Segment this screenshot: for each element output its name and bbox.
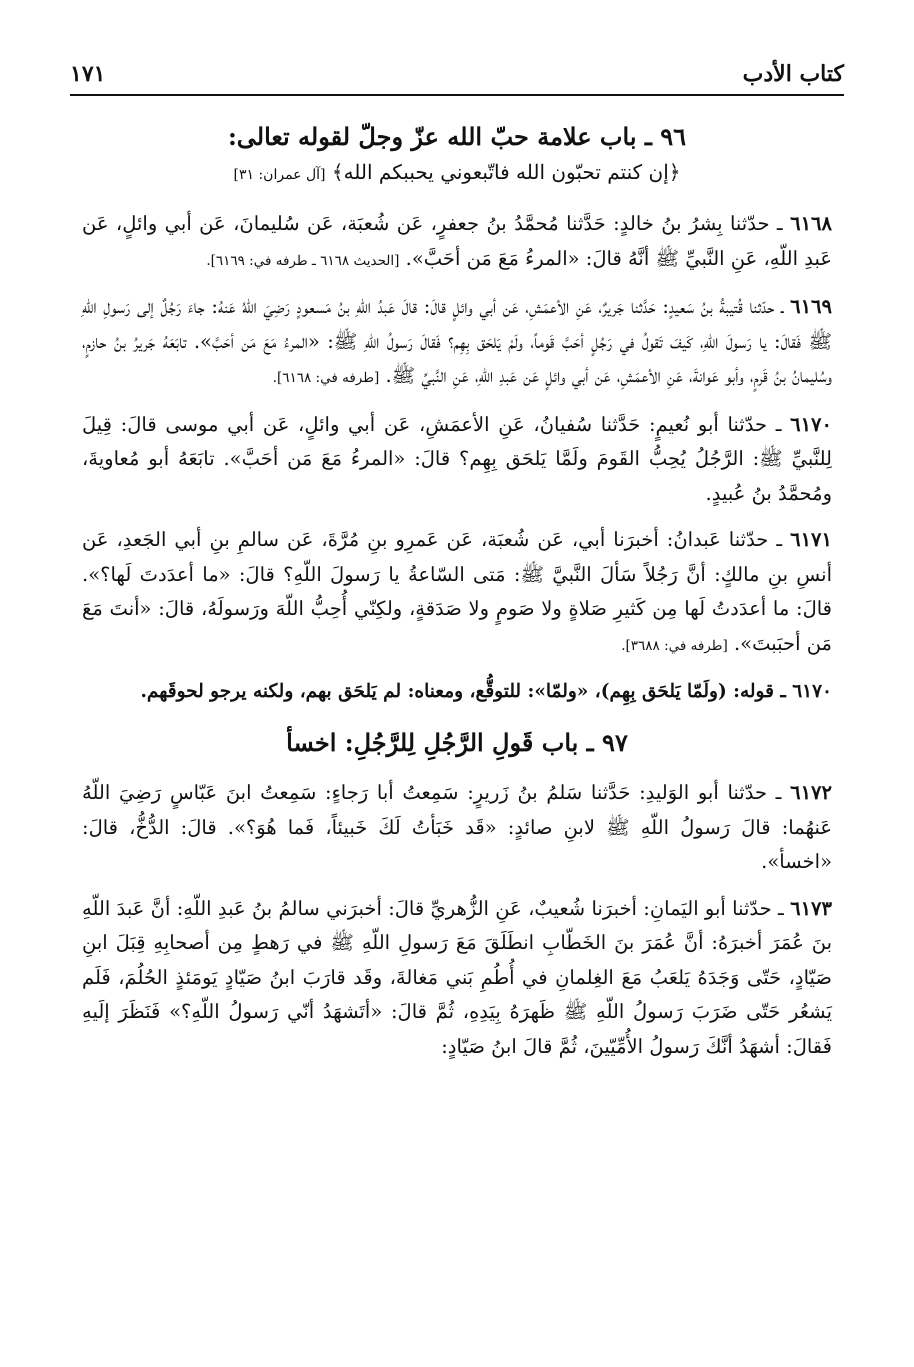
chapter-title: ٩٧ ـ باب قَولِ الرَّجُلِ لِلرَّجُلِ: اخسأ bbox=[286, 728, 628, 757]
hadith-number: ٦١٦٩ bbox=[790, 295, 832, 318]
hadith-text: ـ حدّثنا عَبدانُ: أخبرَنا أبي، عَن شُعبَة، عَن عَمرِو بنِ مُرَّةَ، عَن سالمِ بنِ أبي الجَعدِ، عَن أنسِ بنِ مالكٍ: أنَّ رَجُلاً سَألَ النَّبيَّ ﷺ: مَتى السّاعةُ يا رَسولَ اللّهِ؟ قالَ: «ما أعدَدتَ لَها؟». قالَ: ما أعدَدتُ لَها مِن كَثيرِ صَلاةٍ ولا صَومٍ ولا صَدَقةٍ، ولكِنّي أُحِبُّ اللّهَ ورَسولَهُ، قالَ: «أنتَ مَعَ مَن أحبَبتَ». bbox=[82, 528, 832, 655]
commentary-paragraph bbox=[82, 675, 832, 708]
hadith-text: ـ حدّثنا أبو اليَمانِ: أخبرَنا شُعيبٌ، عَنِ الزُّهريِّ قالَ: أخبرَني سالمُ بنُ عَبدِ اللّهِ: أنَّ عَبدَ اللّهِ بنَ عُمَرَ أخبرَهُ: أنَّ عُمَرَ بنَ الخَطّابِ انطَلَقَ مَعَ رَسولِ اللّهِ ﷺ في رَهطٍ مِن أصحابِهِ قِبَلَ ابنِ صَيّادٍ، حَتّى وَجَدَهُ يَلعَبُ مَعَ الغِلمانِ في أُطُمِ بَني مَغالةَ، وقَد قارَبَ ابنُ صَيّادٍ يَومَئذٍ الحُلُمَ، فَلَم يَشعُر حَتّى ضَرَبَ رَسولُ اللّهِ ﷺ ظَهرَهُ بِيَدِهِ، ثُمَّ قالَ: «أتَشهَدُ أنّي رَسولُ اللّهِ؟» فَنَظَرَ إلَيهِ فَقالَ: أشهَدُ أنَّكَ رَسولُ الأُمِّيّينَ، ثُمَّ قالَ ابنُ صَيّادٍ: bbox=[82, 896, 832, 1058]
quran-verse bbox=[82, 156, 832, 191]
hadith-number: ٦١٧٢ bbox=[790, 781, 832, 804]
hadith-number: ٦١٧٠ bbox=[790, 412, 833, 436]
hadith-text: ـ حدّثنا أبو نُعيمٍ: حَدَّثنا سُفيانُ، عَنِ الأعمَشِ، عَن أبي وائلٍ، عَن أبي موسى قالَ: قِيلَ لِلنَّبيِّ ﷺ: الرَّجُلُ يُحِبُّ القَومَ ولَمَّا يَلحَق بِهِم؟ قالَ: «المرءُ مَعَ مَن أحَبَّ». تابَعَهُ أبو مُعاويةَ، ومُحمَّدُ بنُ عُبيدٍ. bbox=[82, 412, 832, 505]
page-number: ١٧١ bbox=[70, 61, 106, 87]
hadith-paragraph bbox=[82, 290, 832, 396]
hadith-text: ـ حدّثنا أبو الوَليدِ: حَدَّثنا سَلمُ بنُ زَريرٍ: سَمِعتُ أبا رَجاءٍ: سَمِعتُ ابنَ عَبّاسٍ رَضِيَ اللّهُ عَنهُما: قالَ رَسولُ اللّهِ ﷺ لابنِ صائدٍ: «قَد خَبَأتُ لَكَ خَبيئاً، فَما هُوَ؟». قالَ: الدُّخُّ، قالَ: «اخسأ». bbox=[82, 781, 832, 873]
hadith-paragraph bbox=[82, 408, 832, 512]
page-header bbox=[70, 54, 844, 96]
hadith-text: ـ حدّثنا قُتيبةُ بنُ سَعيدٍ: حَدَّثنا جَريرٌ، عَنِ الأعمَشِ، عَن أبي وائلٍ قالَ: قالَ عَبدُ اللّهِ بنُ مَسعودٍ رَضِيَ اللّهُ عَنهُ: جاءَ رَجُلٌ إلى رَسولِ اللّهِ ﷺ فَقالَ: يا رَسولَ اللّهِ، كَيفَ تَقولُ في رَجُلٍ أحَبَّ قَوماً، ولَمْ يَلحَق بِهِم؟ فَقالَ رَسولُ اللّهِ ﷺ: «المرءُ مَعَ مَن أحَبَّ». تابَعَهُ جَريرُ بنُ حازمٍ، وسُليمانُ بنُ قَرمٍ، وأبو عَوانةَ، عَنِ الأعمَشِ، عَن أبي وائلٍ عَن عَبدِ اللّهِ، عَنِ النَّبيِّ ﷺ. bbox=[82, 295, 832, 387]
hadith-text: ـ حدّثنا بِشرُ بنُ خالدٍ: حَدَّثنا مُحمَّدُ بنُ جعفرٍ، عَن شُعبَة، عَن سُليمانَ، عَن أبي وائلٍ، عَن عَبدِ اللّهِ، عَنِ النَّبيِّ ﷺ أنَّهُ قالَ: «المرءُ مَعَ مَن أحَبَّ». bbox=[82, 212, 832, 270]
hadith-paragraph bbox=[82, 207, 832, 278]
hadith-paragraph bbox=[82, 776, 832, 880]
cross-reference-note: [الحديث ٦١٦٨ ـ طرفه في: ٦١٦٩]. bbox=[206, 252, 400, 269]
hadith-paragraph bbox=[82, 523, 832, 663]
hadith-paragraph bbox=[82, 892, 832, 1065]
commentary-number: ٦١٧٠ bbox=[792, 681, 832, 702]
hadith-number: ٦١٧٣ bbox=[790, 896, 832, 920]
verse-text: ﴿إن كنتم تحبّون الله فاتّبعوني يحببكم الله﴾ bbox=[331, 160, 681, 184]
book-title: كتاب الأدب bbox=[742, 61, 844, 87]
chapter-title: ٩٦ ـ باب علامة حبّ الله عزّ وجلّ لقوله تعالى: bbox=[227, 122, 687, 151]
hadith-number: ٦١٧١ bbox=[790, 528, 832, 551]
page-content bbox=[82, 118, 832, 1076]
cross-reference-note: [طرفه في: ٣٦٨٨]. bbox=[621, 637, 728, 654]
hadith-number: ٦١٦٨ bbox=[790, 212, 832, 235]
verse-reference: [آل عمران: ٣١] bbox=[233, 167, 326, 183]
cross-reference-note: [طرفه في: ٦١٦٨]. bbox=[272, 370, 380, 386]
commentary-text: ـ قوله: (ولَمّا يَلحَق بِهِم)، «ولمّا»: للتوقُّع، ومعناه: لم يَلحَق بهم، ولكنه يرجو لحوقَهم. bbox=[140, 681, 786, 702]
